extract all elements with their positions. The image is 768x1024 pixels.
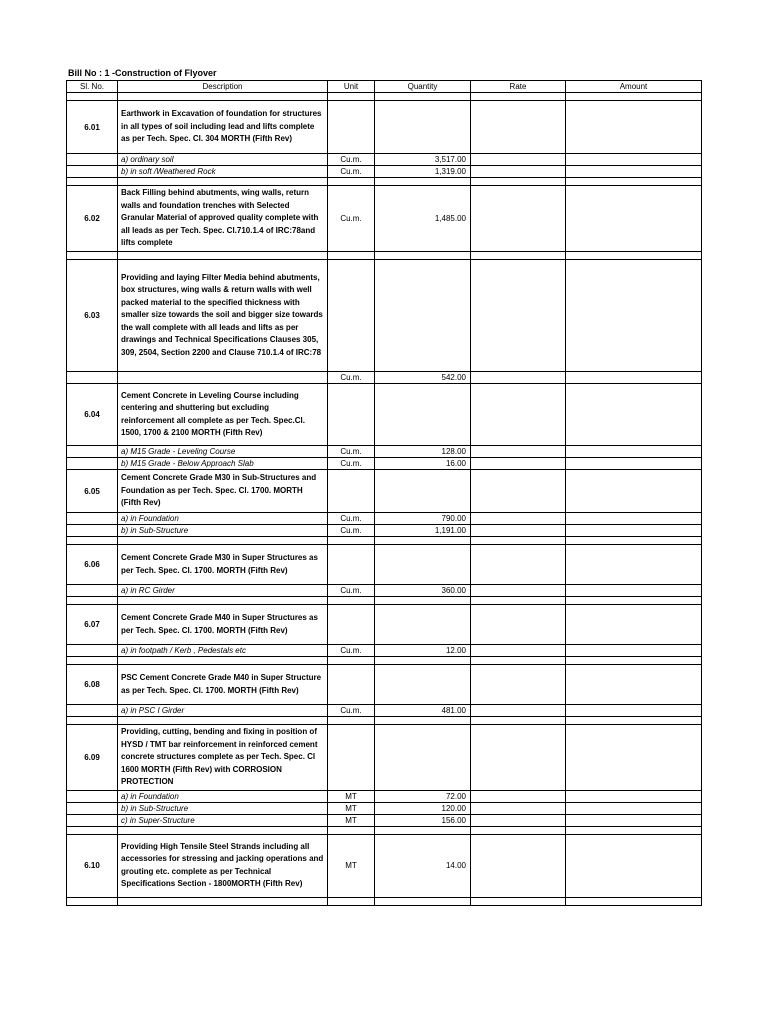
unit-cell: Cu.m. xyxy=(328,154,375,166)
quantity-cell: 481.00 xyxy=(375,705,471,717)
unit-cell xyxy=(328,725,375,791)
amount-cell xyxy=(566,166,702,178)
empty-cell xyxy=(328,717,375,725)
empty-cell xyxy=(471,657,566,665)
empty-cell xyxy=(375,597,471,605)
item-row xyxy=(67,605,702,645)
rate-cell xyxy=(471,814,566,826)
item-number-cell xyxy=(67,790,118,802)
unit-cell: Cu.m. xyxy=(328,513,375,525)
rate-cell xyxy=(471,665,566,705)
amount-cell xyxy=(566,458,702,470)
item-number-cell xyxy=(67,525,118,537)
rate-cell xyxy=(471,260,566,372)
quantity-cell xyxy=(375,470,471,513)
empty-cell xyxy=(67,178,118,186)
quantity-cell: 14.00 xyxy=(375,834,471,897)
rate-cell xyxy=(471,790,566,802)
spacer-row xyxy=(67,897,702,905)
description-cell: Cement Concrete Grade M40 in Super Structures as per Tech. Spec. Cl. 1700. MORTH (Fifth Rev) xyxy=(118,605,328,645)
sub-item-row xyxy=(67,458,702,470)
empty-cell xyxy=(67,93,118,101)
unit-cell xyxy=(328,260,375,372)
amount-cell xyxy=(566,725,702,791)
header-sl-no: Sl. No. xyxy=(67,81,118,93)
item-number-cell xyxy=(67,446,118,458)
item-number-cell: 6.09 xyxy=(67,725,118,791)
sub-item-row xyxy=(67,446,702,458)
item-row xyxy=(67,834,702,897)
description-cell: a) in Foundation xyxy=(118,513,328,525)
spacer-row xyxy=(67,717,702,725)
empty-cell xyxy=(118,897,328,905)
quantity-cell: 1,191.00 xyxy=(375,525,471,537)
empty-cell xyxy=(471,826,566,834)
header-unit: Unit xyxy=(328,81,375,93)
item-number-cell xyxy=(67,814,118,826)
rate-cell xyxy=(471,154,566,166)
quantity-cell: 16.00 xyxy=(375,458,471,470)
description-cell: a) in footpath / Kerb , Pedestals etc xyxy=(118,645,328,657)
empty-cell xyxy=(375,178,471,186)
amount-cell xyxy=(566,814,702,826)
empty-cell xyxy=(118,657,328,665)
item-row xyxy=(67,384,702,446)
description-cell: b) in soft /Weathered Rock xyxy=(118,166,328,178)
rate-cell xyxy=(471,802,566,814)
empty-cell xyxy=(67,657,118,665)
empty-cell xyxy=(328,657,375,665)
rate-cell xyxy=(471,470,566,513)
rate-cell xyxy=(471,384,566,446)
empty-cell xyxy=(471,93,566,101)
unit-cell: Cu.m. xyxy=(328,166,375,178)
item-row xyxy=(67,665,702,705)
amount-cell xyxy=(566,470,702,513)
rate-cell xyxy=(471,834,566,897)
empty-cell xyxy=(328,178,375,186)
amount-cell xyxy=(566,372,702,384)
description-cell xyxy=(118,372,328,384)
quantity-cell: 1,485.00 xyxy=(375,186,471,252)
item-number-cell xyxy=(67,513,118,525)
table-body xyxy=(67,93,702,906)
rate-cell xyxy=(471,166,566,178)
sub-item-row xyxy=(67,814,702,826)
amount-cell xyxy=(566,154,702,166)
empty-cell xyxy=(328,597,375,605)
spacer-row xyxy=(67,537,702,545)
item-row xyxy=(67,545,702,585)
item-row xyxy=(67,186,702,252)
unit-cell xyxy=(328,101,375,154)
sub-item-row xyxy=(67,802,702,814)
description-cell: Earthwork in Excavation of foundation for structures in all types of soil including lead and lifts complete as per Tech. Spec. Cl. 304 MORTH (Fifth Rev) xyxy=(118,101,328,154)
empty-cell xyxy=(118,597,328,605)
unit-cell: Cu.m. xyxy=(328,585,375,597)
amount-cell xyxy=(566,790,702,802)
unit-cell: MT xyxy=(328,802,375,814)
spacer-row xyxy=(67,597,702,605)
rate-cell xyxy=(471,513,566,525)
unit-cell: MT xyxy=(328,790,375,802)
sub-item-row xyxy=(67,166,702,178)
unit-cell xyxy=(328,470,375,513)
sub-item-row xyxy=(67,513,702,525)
empty-cell xyxy=(375,717,471,725)
item-number-cell xyxy=(67,166,118,178)
rate-cell xyxy=(471,545,566,585)
empty-cell xyxy=(375,537,471,545)
item-number-cell: 6.01 xyxy=(67,101,118,154)
sub-item-row xyxy=(67,525,702,537)
header-description: Description xyxy=(118,81,328,93)
amount-cell xyxy=(566,384,702,446)
item-number-cell: 6.03 xyxy=(67,260,118,372)
rate-cell xyxy=(471,525,566,537)
quantity-cell: 360.00 xyxy=(375,585,471,597)
unit-cell: Cu.m. xyxy=(328,446,375,458)
unit-cell xyxy=(328,384,375,446)
rate-cell xyxy=(471,605,566,645)
quantity-cell: 156.00 xyxy=(375,814,471,826)
description-cell: Cement Concrete Grade M30 in Super Structures as per Tech. Spec. Cl. 1700. MORTH (Fifth Rev) xyxy=(118,545,328,585)
item-number-cell xyxy=(67,645,118,657)
quantity-cell xyxy=(375,545,471,585)
amount-cell xyxy=(566,446,702,458)
item-row xyxy=(67,260,702,372)
empty-cell xyxy=(328,537,375,545)
rate-cell xyxy=(471,705,566,717)
rate-cell xyxy=(471,725,566,791)
empty-cell xyxy=(566,597,702,605)
quantity-cell xyxy=(375,665,471,705)
empty-cell xyxy=(566,252,702,260)
empty-cell xyxy=(67,717,118,725)
unit-cell: Cu.m. xyxy=(328,186,375,252)
item-row xyxy=(67,101,702,154)
empty-cell xyxy=(375,93,471,101)
item-number-cell xyxy=(67,458,118,470)
item-number-cell: 6.07 xyxy=(67,605,118,645)
description-cell: a) in PSC I Girder xyxy=(118,705,328,717)
description-cell: a) in Foundation xyxy=(118,790,328,802)
description-cell: Back Filling behind abutments, wing walls, return walls and foundation trenches with Selected Granular Material of approved quality complete with all leads as per Tech. Spec. Cl.710.1.4 of IRC:78and lifts complete xyxy=(118,186,328,252)
header-amount: Amount xyxy=(566,81,702,93)
empty-cell xyxy=(375,897,471,905)
amount-cell xyxy=(566,513,702,525)
amount-cell xyxy=(566,186,702,252)
empty-cell xyxy=(566,93,702,101)
quantity-cell: 120.00 xyxy=(375,802,471,814)
empty-cell xyxy=(375,657,471,665)
item-number-cell: 6.02 xyxy=(67,186,118,252)
quantity-cell: 12.00 xyxy=(375,645,471,657)
empty-cell xyxy=(471,897,566,905)
empty-cell xyxy=(118,537,328,545)
item-number-cell: 6.10 xyxy=(67,834,118,897)
quantity-cell: 3,517.00 xyxy=(375,154,471,166)
bill-of-quantities-table xyxy=(66,80,702,906)
amount-cell xyxy=(566,101,702,154)
description-cell: PSC Cement Concrete Grade M40 in Super Structure as per Tech. Spec. Cl. 1700. MORTH (Fifth Rev) xyxy=(118,665,328,705)
header-row xyxy=(67,81,702,93)
rate-cell xyxy=(471,645,566,657)
sub-item-row xyxy=(67,645,702,657)
quantity-cell: 790.00 xyxy=(375,513,471,525)
quantity-cell: 128.00 xyxy=(375,446,471,458)
unit-cell xyxy=(328,605,375,645)
quantity-cell: 542.00 xyxy=(375,372,471,384)
item-row xyxy=(67,725,702,791)
item-number-cell: 6.06 xyxy=(67,545,118,585)
sub-item-row xyxy=(67,154,702,166)
description-cell: Providing, cutting, bending and fixing in position of HYSD / TMT bar reinforcement in reinforced cement concrete structures complete as per Tech. Spec. Cl 1600 MORTH (Fifth Rev) with CORROSION PROTECTION xyxy=(118,725,328,791)
empty-cell xyxy=(566,537,702,545)
unit-cell: Cu.m. xyxy=(328,525,375,537)
unit-cell: MT xyxy=(328,814,375,826)
amount-cell xyxy=(566,260,702,372)
empty-cell xyxy=(67,897,118,905)
empty-cell xyxy=(118,717,328,725)
empty-cell xyxy=(566,178,702,186)
empty-cell xyxy=(67,826,118,834)
rate-cell xyxy=(471,458,566,470)
empty-cell xyxy=(375,826,471,834)
empty-cell xyxy=(328,93,375,101)
bill-title: Bill No : 1 -Construction of Flyover xyxy=(68,68,217,78)
unit-cell: Cu.m. xyxy=(328,458,375,470)
empty-cell xyxy=(118,252,328,260)
spacer-row xyxy=(67,252,702,260)
item-number-cell xyxy=(67,154,118,166)
amount-cell xyxy=(566,665,702,705)
item-number-cell xyxy=(67,372,118,384)
empty-cell xyxy=(118,93,328,101)
item-number-cell: 6.05 xyxy=(67,470,118,513)
description-cell: Providing High Tensile Steel Strands including all accessories for stressing and jacking operations and grouting etc. complete as per Technical Specifications Section - 1800MORTH (Fifth Rev) xyxy=(118,834,328,897)
unit-cell: MT xyxy=(328,834,375,897)
item-number-cell: 6.04 xyxy=(67,384,118,446)
quantity-cell: 72.00 xyxy=(375,790,471,802)
header-rate: Rate xyxy=(471,81,566,93)
unit-cell: Cu.m. xyxy=(328,372,375,384)
rate-cell xyxy=(471,446,566,458)
unit-cell: Cu.m. xyxy=(328,645,375,657)
item-row xyxy=(67,470,702,513)
item-number-cell: 6.08 xyxy=(67,665,118,705)
rate-cell xyxy=(471,372,566,384)
description-cell: Cement Concrete Grade M30 in Sub-Structures and Foundation as per Tech. Spec. Cl. 1700. MORTH (Fifth Rev) xyxy=(118,470,328,513)
description-cell: a) M15 Grade - Leveling Course xyxy=(118,446,328,458)
description-cell: Providing and laying Filter Media behind abutments, box structures, wing walls & return walls with well packed material to the specified thickness with smaller size towards the soil and bigger size towards the wall complete with all leads and lifts as per drawings and Technical Specifications Clauses 305, 309, 2504, Section 2200 and Clause 710.1.4 of IRC:78 xyxy=(118,260,328,372)
sub-item-row xyxy=(67,790,702,802)
quantity-cell xyxy=(375,260,471,372)
quantity-cell xyxy=(375,384,471,446)
spacer-row xyxy=(67,826,702,834)
item-number-cell xyxy=(67,802,118,814)
description-cell: b) in Sub-Structure xyxy=(118,525,328,537)
empty-cell xyxy=(375,252,471,260)
amount-cell xyxy=(566,834,702,897)
spacer-row xyxy=(67,178,702,186)
item-number-cell xyxy=(67,705,118,717)
quantity-cell xyxy=(375,725,471,791)
description-cell: a) ordinary soil xyxy=(118,154,328,166)
spacer-row xyxy=(67,93,702,101)
empty-cell xyxy=(67,597,118,605)
header-quantity: Quantity xyxy=(375,81,471,93)
spacer-row xyxy=(67,657,702,665)
sub-item-row xyxy=(67,585,702,597)
quantity-cell: 1,319.00 xyxy=(375,166,471,178)
empty-cell xyxy=(471,537,566,545)
amount-cell xyxy=(566,802,702,814)
description-cell: Cement Concrete in Leveling Course including centering and shuttering but excluding reinforcement all complete as per Tech. Spec.Cl. 1500, 1700 & 2100 MORTH (Fifth Rev) xyxy=(118,384,328,446)
description-cell: c) in Super-Structure xyxy=(118,814,328,826)
empty-cell xyxy=(67,252,118,260)
description-cell: a) in RC Girder xyxy=(118,585,328,597)
unit-cell xyxy=(328,545,375,585)
empty-cell xyxy=(566,897,702,905)
empty-cell xyxy=(328,252,375,260)
empty-cell xyxy=(471,717,566,725)
empty-cell xyxy=(471,178,566,186)
amount-cell xyxy=(566,525,702,537)
empty-cell xyxy=(118,178,328,186)
empty-cell xyxy=(471,252,566,260)
empty-cell xyxy=(328,897,375,905)
empty-cell xyxy=(67,537,118,545)
amount-cell xyxy=(566,585,702,597)
amount-cell xyxy=(566,605,702,645)
empty-cell xyxy=(566,826,702,834)
unit-cell xyxy=(328,665,375,705)
sub-item-row xyxy=(67,372,702,384)
empty-cell xyxy=(566,717,702,725)
description-cell: b) M15 Grade - Below Approach Slab xyxy=(118,458,328,470)
unit-cell: Cu.m. xyxy=(328,705,375,717)
rate-cell xyxy=(471,101,566,154)
empty-cell xyxy=(118,826,328,834)
description-cell: b) in Sub-Structure xyxy=(118,802,328,814)
rate-cell xyxy=(471,585,566,597)
amount-cell xyxy=(566,645,702,657)
quantity-cell xyxy=(375,101,471,154)
empty-cell xyxy=(566,657,702,665)
item-number-cell xyxy=(67,585,118,597)
sub-item-row xyxy=(67,705,702,717)
empty-cell xyxy=(471,597,566,605)
rate-cell xyxy=(471,186,566,252)
amount-cell xyxy=(566,545,702,585)
empty-cell xyxy=(328,826,375,834)
quantity-cell xyxy=(375,605,471,645)
amount-cell xyxy=(566,705,702,717)
